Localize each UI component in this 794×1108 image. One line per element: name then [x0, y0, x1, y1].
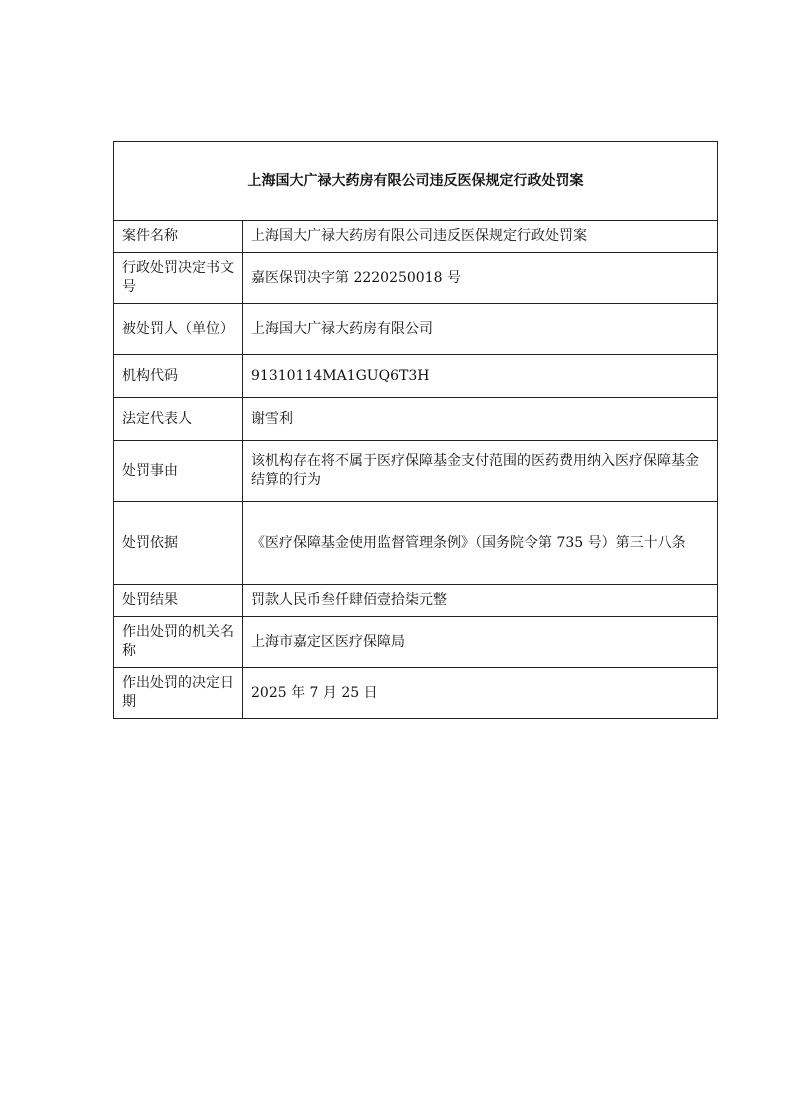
table-row: [114, 355, 718, 398]
table-row: [114, 253, 718, 304]
penalized-party-label: 被处罚人（单位）: [114, 304, 243, 355]
document-title: 上海国大广禄大药房有限公司违反医保规定行政处罚案: [114, 142, 718, 221]
decision-date-value: 2025 年 7 月 25 日: [243, 668, 718, 719]
penalty-info-table: [113, 141, 718, 719]
penalty-reason-value: 该机构存在将不属于医疗保障基金支付范围的医药费用纳入医疗保障基金结算的行为: [243, 441, 718, 502]
table-row: [114, 502, 718, 585]
table-row: [114, 617, 718, 668]
decision-number-value: 嘉医保罚决字第 2220250018 号: [243, 253, 718, 304]
penalty-basis-value: 《医疗保障基金使用监督管理条例》（国务院令第 735 号）第三十八条: [243, 502, 718, 585]
decision-number-label: 行政处罚决定书文号: [114, 253, 243, 304]
authority-value: 上海市嘉定区医疗保障局: [243, 617, 718, 668]
decision-date-label: 作出处罚的决定日期: [114, 668, 243, 719]
case-name-label: 案件名称: [114, 221, 243, 253]
penalty-result-label: 处罚结果: [114, 585, 243, 617]
table-row: [114, 304, 718, 355]
table-row: [114, 441, 718, 502]
table-row: [114, 221, 718, 253]
org-code-value: 91310114MA1GUQ6T3H: [243, 355, 718, 398]
table-row: [114, 585, 718, 617]
org-code-label: 机构代码: [114, 355, 243, 398]
legal-rep-value: 谢雪利: [243, 398, 718, 441]
penalized-party-value: 上海国大广禄大药房有限公司: [243, 304, 718, 355]
penalty-reason-label: 处罚事由: [114, 441, 243, 502]
case-name-value: 上海国大广禄大药房有限公司违反医保规定行政处罚案: [243, 221, 718, 253]
penalty-result-value: 罚款人民币叁仟肆佰壹拾柒元整: [243, 585, 718, 617]
table-row: [114, 668, 718, 719]
table-row: [114, 398, 718, 441]
penalty-basis-label: 处罚依据: [114, 502, 243, 585]
legal-rep-label: 法定代表人: [114, 398, 243, 441]
authority-label: 作出处罚的机关名称: [114, 617, 243, 668]
